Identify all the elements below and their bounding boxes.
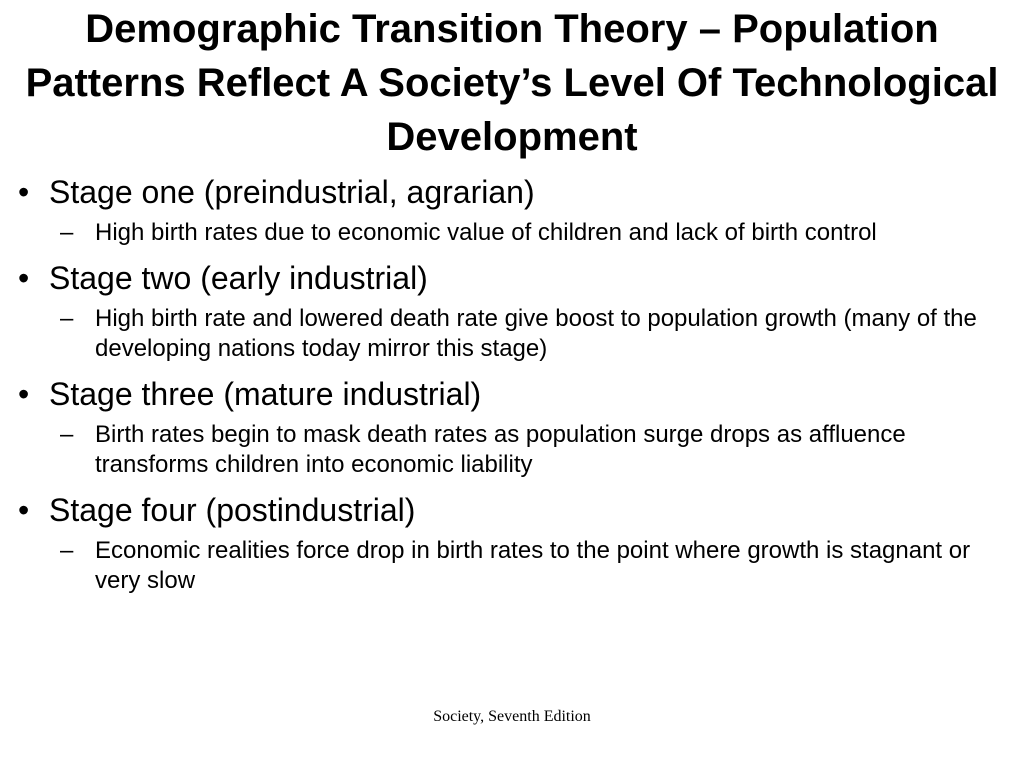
dash-icon: –: [60, 219, 74, 246]
sub-bullet-text: High birth rate and lowered death rate give boost to population growth (many of the developing nations today mirror this stage): [95, 305, 977, 362]
dash-icon: –: [60, 421, 74, 448]
dash-icon: –: [60, 537, 74, 564]
sub-bullet-stage-one: [0, 218, 1010, 248]
bullet-icon: •: [18, 260, 30, 296]
dash-icon: –: [60, 305, 74, 332]
slide-footer: Society, Seventh Edition: [433, 708, 591, 725]
bullet-text: Stage one (preindustrial, agrarian): [49, 174, 535, 210]
bullet-text: Stage two (early industrial): [49, 260, 428, 296]
bullet-list: [0, 172, 1010, 606]
bullet-icon: •: [18, 174, 30, 210]
bullet-text: Stage four (postindustrial): [49, 492, 416, 528]
sub-bullet-text: Economic realities force drop in birth rates to the point where growth is stagnant or very slow: [95, 537, 971, 594]
bullet-text: Stage three (mature industrial): [49, 376, 482, 412]
bullet-stage-two: [0, 258, 1010, 298]
bullet-stage-four: [0, 490, 1010, 530]
bullet-stage-three: [0, 374, 1010, 414]
bullet-stage-one: [0, 172, 1010, 212]
sub-bullet-text: High birth rates due to economic value of children and lack of birth control: [95, 219, 877, 246]
slide-title: Demographic Transition Theory – Population Patterns Reflect A Society’s Level Of Technological Development: [25, 7, 999, 159]
bullet-icon: •: [18, 376, 30, 412]
sub-bullet-stage-four: [0, 536, 1010, 596]
bullet-icon: •: [18, 492, 30, 528]
sub-bullet-stage-three: [0, 420, 1010, 480]
sub-bullet-stage-two: [0, 304, 1010, 364]
sub-bullet-text: Birth rates begin to mask death rates as population surge drops as affluence transforms children into economic liability: [95, 421, 906, 478]
